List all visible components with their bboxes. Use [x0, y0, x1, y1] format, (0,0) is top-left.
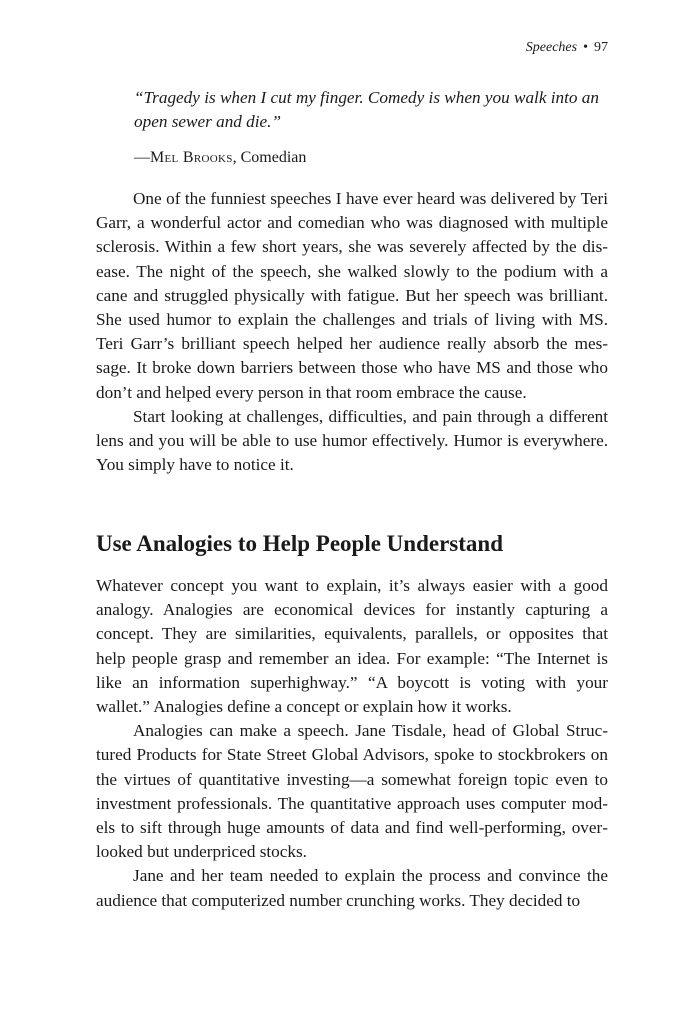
paragraph: Jane and her team needed to explain the process and convince the audience that computerized number crunching works. They decided to: [96, 866, 608, 910]
page-number: 97: [594, 40, 608, 55]
attribution-dash: —: [134, 149, 150, 166]
body-text-bottom: [96, 574, 608, 913]
paragraph: Start looking at challenges, difficulties, and pain through a different lens and you will be able to use humor effectively. Humor is everywhere. You simply have to notice it.: [96, 406, 608, 475]
section-heading: Use Analogies to Help People Understand: [96, 531, 503, 556]
paragraph: Analogies can make a speech. Jane Tisdale, head of Global Structured Products for State Street Global Advisors, spoke to stockbrokers on the virtues of quantitative investing—a somewhat foreign topic even to investment professionals. The quantitative approach uses computer models to sift through huge amounts of data and find well-performing, overlooked but underpriced stocks.: [96, 721, 608, 862]
epigraph-attribution: [134, 146, 614, 170]
paragraph: Whatever concept you want to explain, it’s always easier with a good analogy. Analogies are economical devices for instantly capturing a concept. They are similarities, equivalents, parallels, or opposites that help people grasp and remember an idea. For example: “The Internet is like an information superhighway.” “A boycott is voting with your wallet.” Analogies define a concept or explain how it works.: [96, 576, 608, 717]
running-head-bullet: •: [583, 40, 588, 55]
paragraph: One of the funniest speeches I have ever heard was delivered by Teri Garr, a wonderful actor and comedian who was diagnosed with multiple sclerosis. Within a few short years, she was severely affected by the disease. The night of the speech, she walked slowly to the podium with a cane and struggled physically with fatigue. But her speech was brilliant. She used humor to explain the challenges and trials of living with MS. Teri Garr’s brilliant speech helped her audience really absorb the message. It broke down barriers between those who have MS and those who don’t and helped every person in that room embrace the cause.: [96, 189, 608, 402]
body-text-top: [96, 187, 608, 477]
attribution-role: , Comedian: [232, 149, 307, 166]
running-head-section: Speeches: [525, 40, 578, 55]
epigraph-quote: “Tragedy is when I cut my finger. Comedy is when you walk into an open sewer and die.”: [134, 88, 599, 131]
attribution-author: Mel Brooks: [150, 149, 233, 166]
epigraph: [134, 86, 614, 170]
running-head: [526, 40, 608, 56]
